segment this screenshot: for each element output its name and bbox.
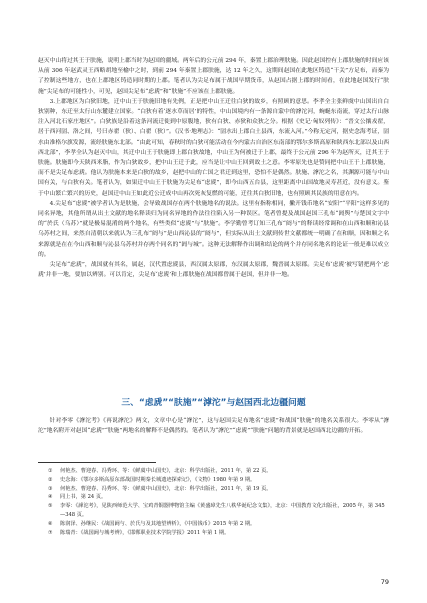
footnote-text: 何艳杰、曹迎春、冯秀环、等：《鲜虞中山国史》，北京：科学出版社，2011 年，第 22 页。 — [60, 468, 272, 474]
footnote-mark: ⑥ — [48, 520, 53, 527]
body-text — [38, 56, 389, 280]
footnote-text: 同上书，第 24 页。 — [60, 494, 107, 501]
footnote-text: 陈瑞青：《战国阏与城考辨》，《邯郸职业技术学院学报》2011 年第 1 期。 — [60, 529, 230, 536]
footnote-text: 何艳杰、曹迎春、冯秀环、等：《鲜虞中山国史》，北京：科学出版社，2011 年，第 19 页。 — [60, 485, 272, 492]
footnote-1 — [48, 467, 389, 476]
footnote-mark: ⑦ — [48, 529, 53, 536]
section-paragraph-1: 针对李零《滹沱考》《再说滹沱》两文，文章中心是“滹沱”，这与赵国尖足布地名“虑虒”和战国“肤施”的地名关系很大。李零从“滹沱”地名附开对赵国“虑虒”“肤施”两地名的解释不是偶然的。笔者认为“滹沱”“虑虒”“肤施”问题的背景就是赵国西北边疆的开拓。 — [38, 418, 389, 435]
footnote-5 — [48, 502, 389, 520]
paragraph-1: 赵灭中山将过其王于肤施，说明上郡当时为赵国的疆域。两年后的公元前 294 年，秦置上郡治理肤施。因此赵国控有上郡肤施的时间应该从前 306 年赵武灵王西略胡地至榆中之时，到前 294 年秦置上郡肤施，达 12 年之久，这期间赵国在此地区铸造“干关”方足布，而秦为了控制这些地方，也在上郡地区铸造同时期的上郡。笔者认为尖足布属于战国早期货币，从赵国占据上郡的时间看，在此地赵国发行“肤施”尖足布的可能性小，可见，赵国尖足布“虑虒”和“肤施”不应该在上郡肤施。 — [38, 58, 389, 95]
footnote-mark: ④ — [48, 494, 53, 501]
page-number: 79 — [380, 578, 389, 586]
footnote-mark: ② — [48, 476, 53, 483]
footnotes — [48, 467, 389, 537]
section-heading: 三、“虑虒”“肤施”“滹沱”与赵国西北边疆问题 — [121, 398, 306, 408]
footnote-divider — [38, 462, 156, 463]
footnote-4 — [48, 493, 389, 502]
paragraph-3: 4.尖足布“虑虒”被学者认为是肤施，会导致战国存在两个肤施地名的说法。这里有指称相同，撇开钱币地名“安阳”“平阳”这样多见的同名异地，其他所谓从出土文献的地名释读归为同名异地的作法往往陷入另一种误区。笔者曾提及战国赵国三孔布“阏舆”与楚国文字中的“於氏（乌苏）”就是极易混淆的两个地名，有些类似“虑虒”与“肤施”。李学勤曾考订知三孔布“阏与”的释读经常调和在山西和顺和沁县乌苏村之间，来然自清朝以来就认为三孔布“阏与”是山西沁县的“阏与”，但实际从出土文献到传世文献都统一明确了在和顺，因和顺之名来源就是在在今山西和顺与沁县乌苏村并存两个同名的“阏与城”。这种无法解释作出调和结论的两个并存同名地名的论证一般是难以成立的。 — [38, 200, 389, 258]
paragraph-2: 3.上郡地区为白狄旧地，迁中山王于肤施旧地有先例，正是把中山王迁往白狄的故乡，有照顾的意思。李孝全主张鲜虞中山国出自白狄别种，东迁至太行山东麓建立国家。“白狄有着‘逐水草而居’的特性，中山国境内有一条源自蒙中的滹沱河，蜿蜒东南流，穿过太行山脉注入河北石家庄地区”。白狄族是沿着这条河流迁徙到中原腹地，狄有白狄、赤狄和众狄之分。根据《史记·匈奴列传》：“晋文公攘戎翟，居于西河圁、洛之间，号曰赤翟（狄）、白翟（狄）”。《汉书·地理志》：“圁水出上郡白土县西，东流入河。”今称无定河，据史念海考证，圁水由准格尔旗发源，流经肤施东北部。“由此可知，春秋时的白狄可能活动在今内蒙古自治区东南部的鄂尔多斯高原和陕西东北部以及山西西北部”，李孝全认为赵灭中山，其迁中山王于肤施即上郡白狄故地，中山王为何被迁于上郡，最终于公元前 296 年为赵所灭，迁其王于肤施。肤施即今天陕西米脂，作为白狄故乡，把中山王迁于此，应当是让中山王回到故土之意。李零原先也是赞同把中山王于上郡肤施，而不是尖足布虑虒。他认为肤施本来是白狄的故乡，赵把中山的亡国之君迁到这里，恐怕不是偶然。肤施、滹沱之名，其渊源可能与中山国有关，与白狄有关。笔者认为，如果迁中山王于肤施为尖足布“虑虒”，即今山西五台县，这里距离中山国故地灵寿甚近，没有意义。鉴于中山繁亡繁兴的历史，赵国迁中山王如此近公迁成中山再次死灰复燃的可能，迁往其白狄旧地，也有照顾其民族的用意在内。 — [38, 98, 389, 197]
footnote-text: 李零：《滹沱考》，见陕西师范大学、宝鸡青铜器博物馆主编《黄盛璋先生八秩华诞纪念文集》，北京：中国教育文化出版社，2005 年，第 345—348 页。 — [60, 503, 385, 518]
footnote-6 — [48, 520, 389, 529]
footnote-2 — [48, 476, 389, 485]
footnote-3 — [48, 485, 389, 494]
footnote-mark: ① — [48, 468, 53, 474]
paragraph-4: 尖足布“虑虒”，战国就有其名，属赵，汉代置虑虒县，西汉属太原郡，东汉属太原郡，魏晋属太原郡。尖足布‘虑虒’被写错把两个‘虑虒’并非一地，要加以辨别。可以肯定，尖足布‘虑虒’和上郡肤施在战国都曾属于赵国，但并非一地。 — [38, 262, 389, 279]
footnote-text: 史念海：《鄂尔多斯高原东部战国时期秦长城遗迹探索记》，《文物》1980 年第 9 期。 — [60, 476, 256, 483]
footnote-text: 陈润泽、孙继民：《战国阏与、於氏与及其地望辨析》，《中国钱币》2015 年第 2 期。 — [60, 520, 256, 527]
section-text — [38, 416, 389, 436]
footnote-7 — [48, 529, 389, 538]
footnote-mark: ⑤ — [48, 503, 53, 510]
footnote-mark: ③ — [48, 485, 53, 492]
